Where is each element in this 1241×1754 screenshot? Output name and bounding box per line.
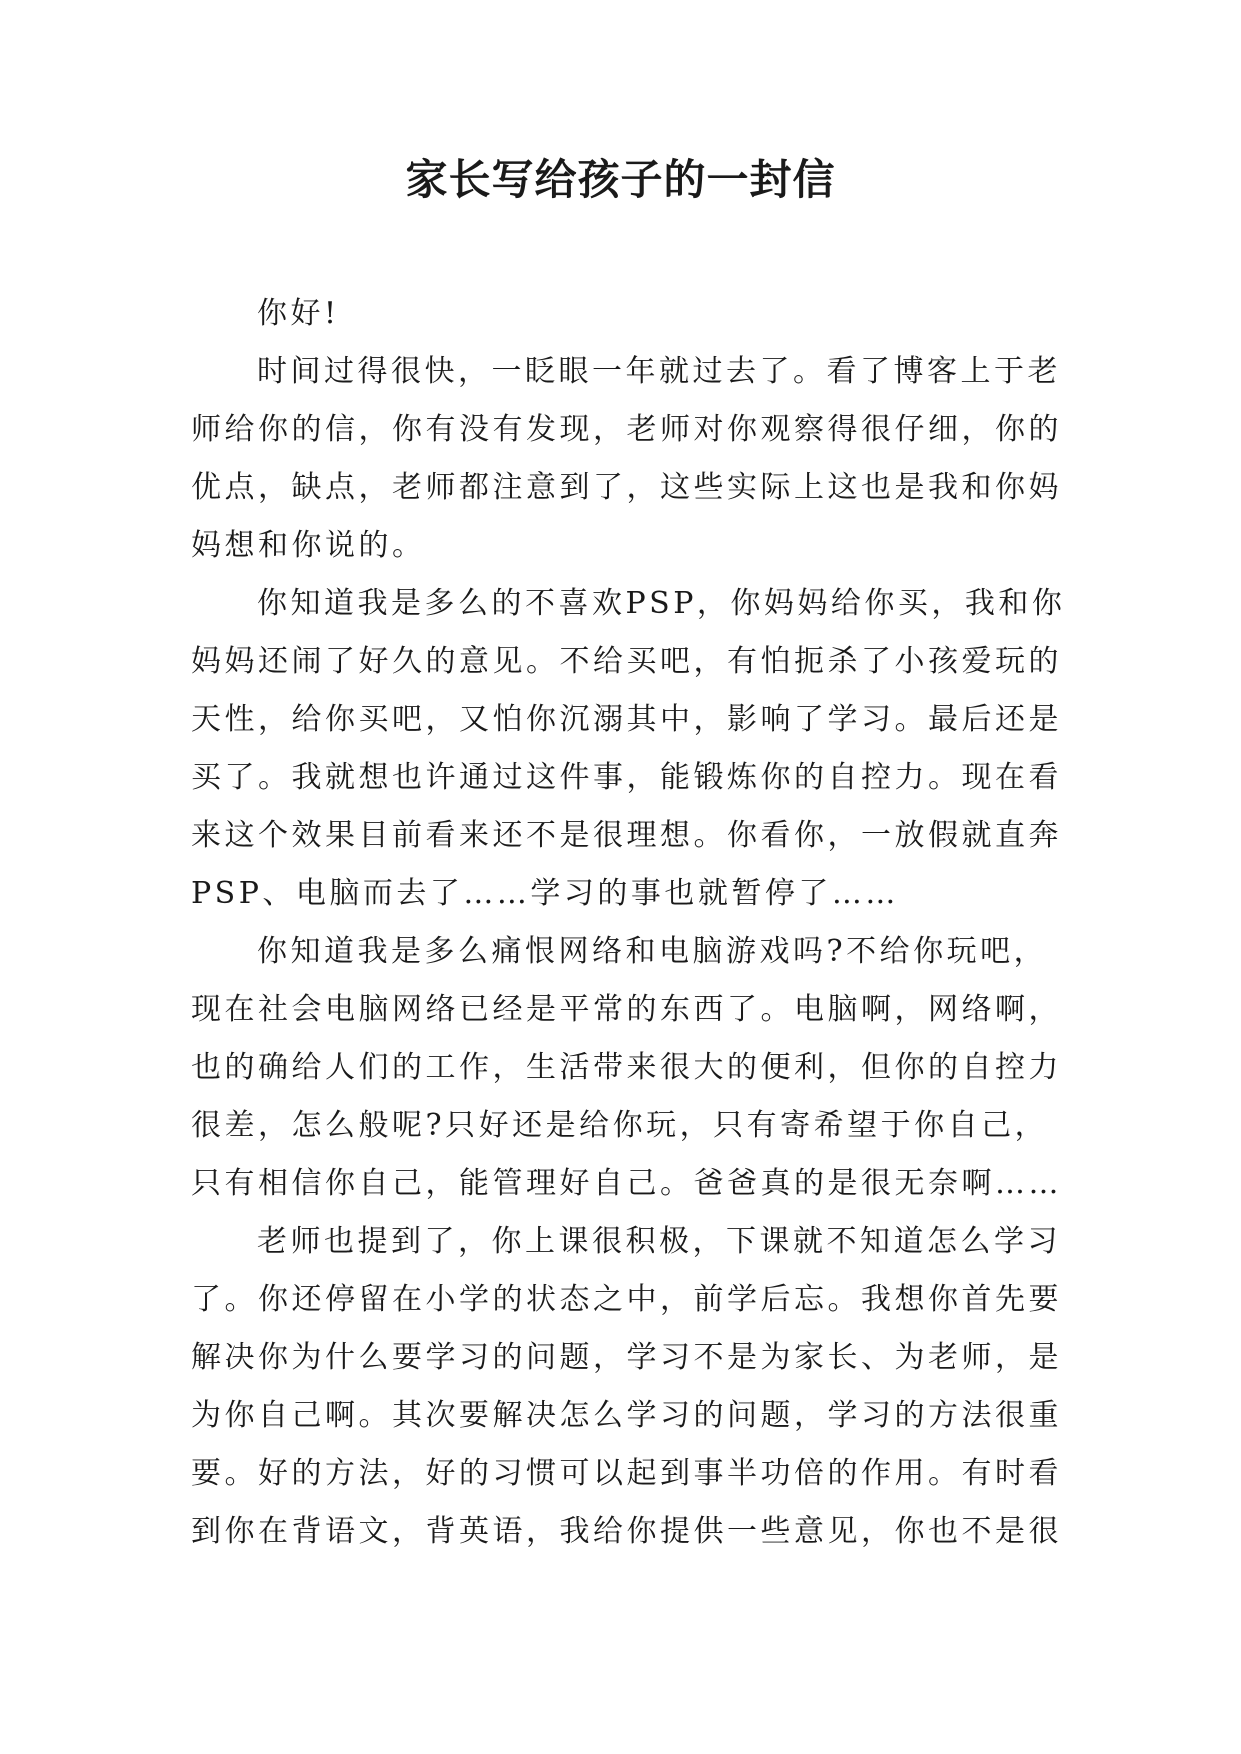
letter-line: 天性，给你买吧，又怕你沉溺其中，影响了学习。最后还是 bbox=[191, 702, 1062, 737]
letter-line: 到你在背语文，背英语，我给你提供一些意见，你也不是很 bbox=[191, 1514, 1062, 1549]
letter-line: 现在社会电脑网络已经是平常的东西了。电脑啊，网络啊， bbox=[191, 992, 1062, 1027]
letter-line: 了。你还停留在小学的状态之中，前学后忘。我想你首先要 bbox=[191, 1282, 1062, 1317]
letter-line: 为你自己啊。其次要解决怎么学习的问题，学习的方法很重 bbox=[191, 1398, 1062, 1433]
letter-line: 优点，缺点，老师都注意到了，这些实际上这也是我和你妈 bbox=[191, 470, 1062, 505]
letter-line: 很差，怎么般呢?只好还是给你玩，只有寄希望于你自己， bbox=[191, 1108, 1049, 1143]
letter-line: 你好! bbox=[257, 296, 340, 331]
letter-line: 解决你为什么要学习的问题，学习不是为家长、为老师，是 bbox=[191, 1340, 1062, 1375]
letter-body bbox=[191, 285, 1066, 1561]
letter-line: PSP、电脑而去了……学习的事也就暂停了…… bbox=[191, 876, 899, 911]
letter-line: 时间过得很快，一眨眼一年就过去了。看了博客上于老 bbox=[257, 354, 1061, 389]
letter-line: 妈妈还闹了好久的意见。不给买吧，有怕扼杀了小孩爱玩的 bbox=[191, 644, 1062, 679]
letter-line: 老师也提到了，你上课很积极，下课就不知道怎么学习 bbox=[257, 1224, 1061, 1259]
letter-line: 只有相信你自己，能管理好自己。爸爸真的是很无奈啊…… bbox=[191, 1166, 1062, 1201]
letter-line: 师给你的信，你有没有发现，老师对你观察得很仔细，你的 bbox=[191, 412, 1062, 447]
letter-line: 要。好的方法，好的习惯可以起到事半功倍的作用。有时看 bbox=[191, 1456, 1062, 1491]
letter-line: 买了。我就想也许通过这件事，能锻炼你的自控力。现在看 bbox=[191, 760, 1062, 795]
letter-line: 来这个效果目前看来还不是很理想。你看你，一放假就直奔 bbox=[191, 818, 1062, 853]
document-title: 家长写给孩子的一封信 bbox=[405, 155, 836, 204]
letter-line: 你知道我是多么痛恨网络和电脑游戏吗?不给你玩吧， bbox=[257, 934, 1048, 969]
letter-line: 也的确给人们的工作，生活带来很大的便利，但你的自控力 bbox=[191, 1050, 1062, 1085]
letter-line: 妈想和你说的。 bbox=[191, 528, 426, 563]
letter-line: 你知道我是多么的不喜欢PSP，你妈妈给你买，我和你 bbox=[257, 586, 1066, 621]
